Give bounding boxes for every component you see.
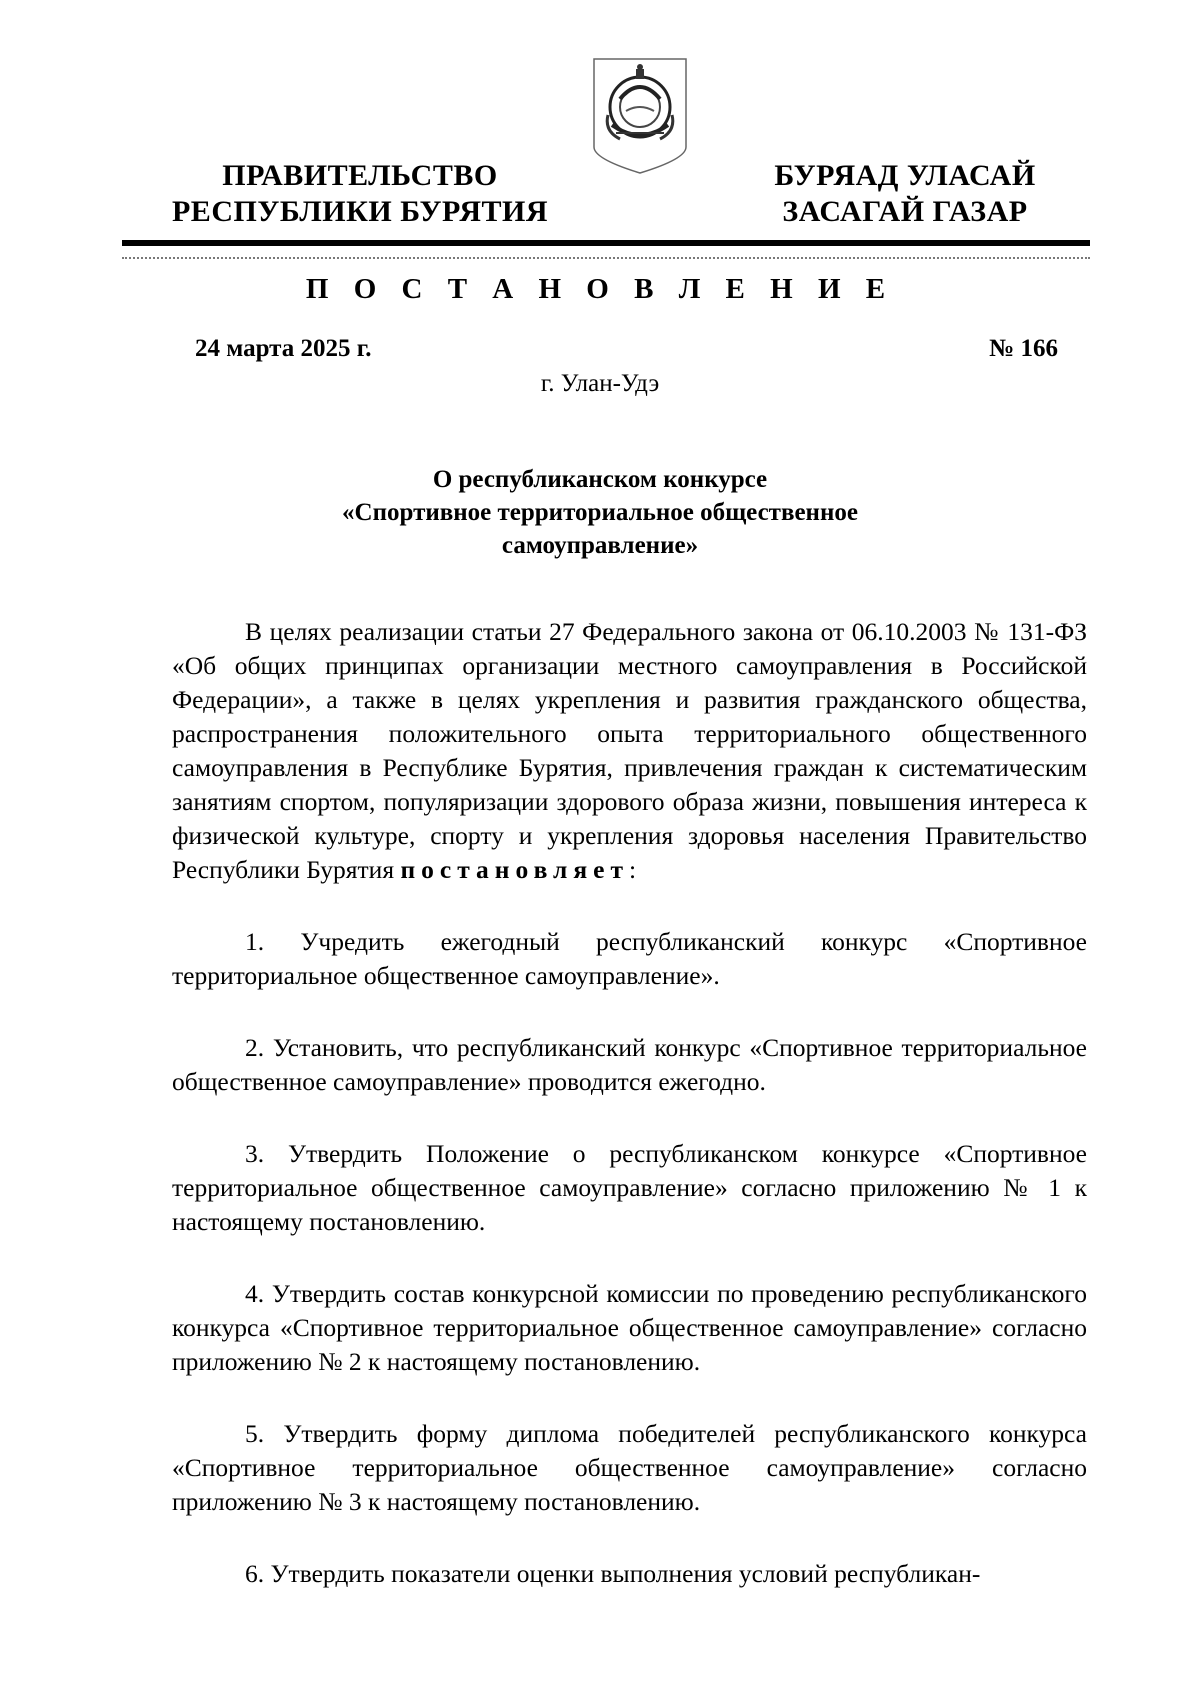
org-name-russian-line2: РЕСПУБЛИКИ БУРЯТИЯ (171, 195, 549, 228)
document-number: № 166 (989, 335, 1058, 362)
document-title (300, 463, 900, 562)
decree-item-4: 4. Утвердить состав конкурсной комиссии по проведению республиканского конкурса «Спортивное территориальное общественное самоуправление» согласно приложению № 2 к настоящему постановлению. (172, 1279, 1087, 1376)
document-title-line1: О республиканском конкурсе (432, 466, 768, 493)
org-name-buryat-line1: БУРЯАД УЛАСАЙ (774, 159, 1036, 192)
intro-paragraph (172, 615, 1087, 887)
coat-of-arms-emblem (590, 55, 690, 177)
decree-item-2: 2. Установить, что республиканский конкурс «Спортивное территориальное общественное самоуправление» проводится ежегодно. (172, 1033, 1087, 1096)
org-name-buryat-line2: ЗАСАГАЙ ГАЗАР (782, 195, 1028, 228)
document-title-line3: самоуправление» (501, 532, 699, 559)
document-date: 24 марта 2025 г. (195, 335, 372, 362)
document-body (172, 615, 1087, 1629)
document-title-line2: «Спортивное территориальное общественное (342, 499, 858, 526)
header-divider-thick (122, 240, 1090, 246)
decree-item-5: 5. Утвердить форму диплома победителей республиканского конкурса «Спортивное территориальное общественное самоуправление» согласно приложению № 3 к настоящему постановлению. (172, 1419, 1087, 1516)
decree-item-3: 3. Утвердить Положение о республиканском конкурсе «Спортивное территориальное общественное самоуправление» согласно приложению № 1 к настоящему постановлению. (172, 1139, 1087, 1236)
decree-item-1: 1. Учредить ежегодный республиканский конкурс «Спортивное территориальное общественное самоуправление». (172, 927, 1087, 990)
org-name-russian (170, 158, 550, 230)
header-divider-thin (122, 257, 1090, 259)
decree-word: постановляет (400, 855, 629, 884)
org-name-buryat (735, 158, 1075, 230)
document-type: П О С Т А Н О В Л Е Н И Е (305, 273, 895, 305)
buryatia-coat-of-arms-icon (590, 55, 690, 177)
document-city: г. Улан-Удэ (540, 370, 660, 397)
intro-text: В целях реализации статьи 27 Федерального закона от 06.10.2003 № 131-ФЗ «Об общих принципах организации местного самоуправления в Российской Федерации», а также в целях укрепления и развития гражданского общества, распространения положительного опыта территориального общественного самоуправления в Республике Бурятия, привлечения граждан к систематическим занятиям спортом, популяризации здорового образа жизни, повышения интереса к физической культуре, спорту и укрепления здоровья населения Правительство Республики Бурятия (172, 617, 1087, 884)
decree-item-6: 6. Утвердить показатели оценки выполнения условий республикан- (245, 1559, 981, 1588)
decree-colon: : (628, 855, 637, 884)
org-name-russian-line1: ПРАВИТЕЛЬСТВО (222, 159, 498, 192)
